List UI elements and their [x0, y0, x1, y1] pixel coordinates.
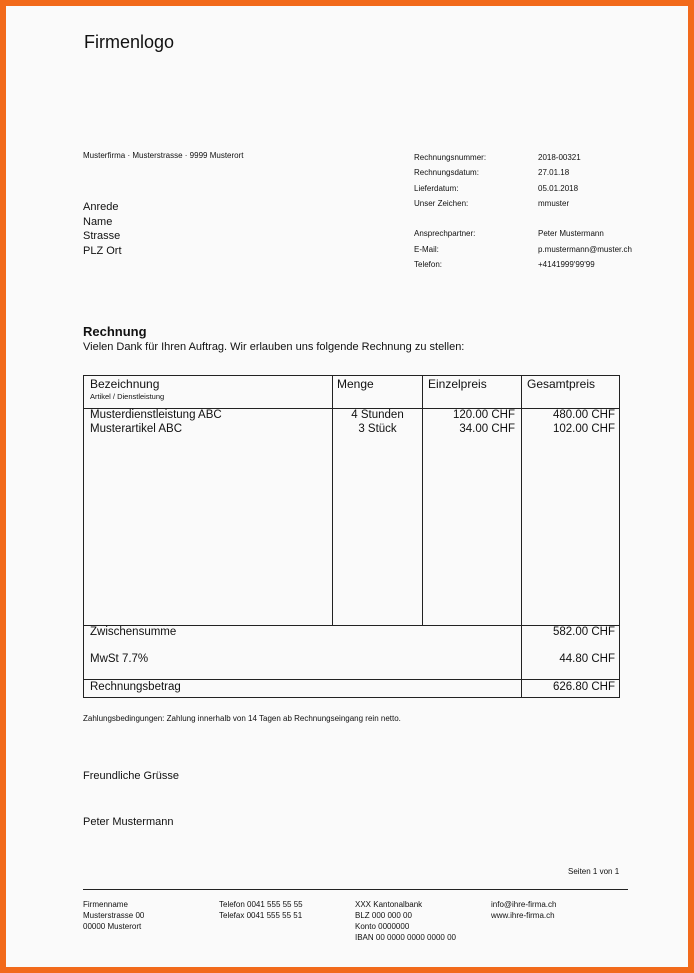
meta-row [414, 229, 659, 244]
recipient-line: PLZ Ort [83, 244, 122, 257]
footer-line: XXX Kantonalbank [355, 900, 423, 909]
meta-label: Ansprechpartner: [414, 229, 476, 239]
footer-line: BLZ 000 000 00 [355, 911, 412, 920]
intro-text: Vielen Dank für Ihren Auftrag. Wir erlauben uns folgende Rechnung zu stellen: [83, 341, 465, 353]
meta-label: Rechnungsnummer: [414, 153, 487, 162]
meta-label: E-Mail: [414, 244, 439, 254]
subtotal-label: Zwischensumme [90, 626, 177, 638]
meta-row [414, 260, 659, 275]
recipient-line: Name [83, 215, 113, 228]
column-header-total: Gesamtpreis [527, 377, 596, 391]
column-header-description-sub: Artikel / Dienstleistung [90, 392, 165, 401]
footer-contact [219, 899, 303, 921]
meta-value: p.mustermann@muster.ch [538, 244, 632, 254]
footer-line: Musterstrasse 00 [83, 911, 145, 920]
footer-website-link[interactable]: www.ihre-firma.ch [491, 911, 555, 920]
subtotal-value: 582.00 CHF [552, 626, 615, 638]
meta-value: mmuster [538, 198, 570, 208]
column-header-unit-price: Einzelpreis [428, 377, 487, 391]
meta-value: 27.01.18 [538, 168, 570, 178]
page-number: Seiten 1 von 1 [568, 867, 620, 876]
footer-line: Firmenname [83, 900, 128, 909]
payment-terms: Zahlungsbedingungen: Zahlung innerhalb von 14 Tagen ab Rechnungseingang rein netto. [83, 714, 401, 723]
meta-label: Rechnungsdatum: [414, 168, 479, 178]
footer-line: Telefon 0041 555 55 55 [219, 900, 303, 909]
row-total: 480.00 CHF [552, 409, 615, 421]
footer-company [83, 899, 144, 932]
footer-line: 00000 Musterort [83, 922, 142, 931]
vat-value: 44.80 CHF [559, 653, 615, 665]
invoice-page [6, 6, 688, 967]
meta-row [414, 168, 659, 183]
row-unit-price: 120.00 CHF [452, 409, 515, 421]
footer-bank [355, 899, 456, 943]
footer-divider [83, 889, 628, 890]
meta-value: Peter Mustermann [538, 229, 604, 239]
meta-value: 05.01.2018 [538, 183, 579, 193]
row-quantity: 3 Stück [358, 423, 397, 435]
signature-name: Peter Mustermann [83, 816, 174, 828]
meta-row [414, 199, 659, 214]
grand-total-label: Rechnungsbetrag [90, 681, 181, 693]
vat-label: MwSt 7.7% [90, 653, 149, 665]
recipient-address [83, 200, 122, 258]
footer-line: Telefax 0041 555 55 51 [219, 911, 303, 920]
meta-value: +4141999'99'99 [538, 260, 595, 270]
meta-label: Telefon: [414, 260, 443, 270]
invoice-table [83, 375, 620, 698]
column-header-quantity: Menge [337, 377, 374, 391]
table-divider [84, 679, 619, 680]
footer-line: IBAN 00 0000 0000 0000 00 [355, 933, 456, 942]
row-unit-price: 34.00 CHF [459, 423, 515, 435]
meta-row [414, 245, 659, 260]
row-total: 102.00 CHF [552, 423, 615, 435]
meta-label: Unser Zeichen: [414, 198, 469, 208]
meta-row [414, 184, 659, 199]
recipient-line: Strasse [83, 230, 121, 242]
footer-email-link[interactable]: info@ihre-firma.ch [491, 900, 557, 909]
invoice-meta [414, 153, 659, 275]
meta-label: Lieferdatum: [414, 183, 459, 193]
closing-greeting: Freundliche Grüsse [83, 770, 179, 782]
row-quantity: 4 Stunden [351, 409, 404, 421]
row-description: Musterartikel ABC [90, 423, 183, 435]
footer-line: Konto 0000000 [355, 922, 410, 931]
grand-total-value: 626.80 CHF [552, 681, 615, 693]
footer-web [491, 899, 556, 921]
row-description: Musterdienstleistung ABC [90, 409, 222, 421]
meta-row [414, 153, 659, 168]
recipient-line: Anrede [83, 201, 119, 213]
company-logo: Firmenlogo [84, 32, 175, 52]
column-header-description: Bezeichnung [90, 377, 160, 391]
document-title: Rechnung [83, 324, 147, 339]
meta-value: 2018-00321 [538, 153, 581, 162]
sender-line: Musterfirma · Musterstrasse · 9999 Musterort [83, 151, 244, 160]
